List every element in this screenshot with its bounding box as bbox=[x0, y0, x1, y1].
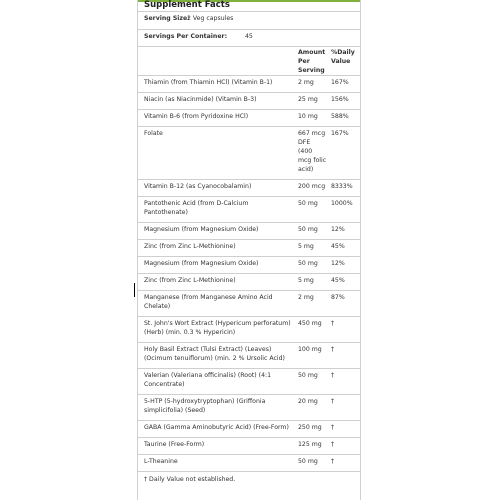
nutrient-amount: 5 mg bbox=[298, 277, 314, 284]
nutrient-daily-value: † bbox=[331, 424, 335, 431]
nutrient-amount: 20 mg bbox=[298, 398, 318, 405]
nutrient-name: Taurine (Free-Form) bbox=[144, 441, 205, 448]
nutrient-amount: 50 mg bbox=[298, 260, 318, 267]
nutrient-daily-value: 1000% bbox=[331, 200, 353, 207]
divider bbox=[138, 394, 360, 395]
daily-value-header: %Daily Value bbox=[331, 49, 355, 65]
nutrient-name: Folate bbox=[144, 130, 163, 137]
panel-title: Supplement Facts bbox=[144, 0, 230, 10]
nutrient-name: Manganese (from Manganese Amino Acid Chelate) bbox=[144, 294, 273, 310]
nutrient-name: Magnesium (from Magnesium Oxide) bbox=[144, 226, 259, 233]
nutrient-daily-value: 8333% bbox=[331, 183, 353, 190]
nutrient-amount: 50 mg bbox=[298, 458, 318, 465]
nutrient-name: Zinc (from Zinc L-Methionine) bbox=[144, 243, 236, 250]
nutrient-amount: 667 mcg DFE (400 mcg folic acid) bbox=[298, 130, 327, 173]
nutrient-amount: 50 mg bbox=[298, 372, 318, 379]
nutrient-name: Thiamin (from Thiamin HCl) (Vitamin B-1) bbox=[144, 79, 273, 86]
nutrient-daily-value: 156% bbox=[331, 96, 349, 103]
nutrient-daily-value: 167% bbox=[331, 79, 349, 86]
nutrient-amount: 5 mg bbox=[298, 243, 314, 250]
nutrient-amount: 250 mg bbox=[298, 424, 322, 431]
nutrient-name: Holy Basil Extract (Tulsi Extract) (Leaves) (Ocimum tenuiflorum) (min. 2 % Ursolic Acid) bbox=[144, 346, 285, 362]
nutrient-daily-value: 45% bbox=[331, 277, 345, 284]
divider bbox=[138, 256, 360, 257]
nutrient-name: St. John's Wort Extract (Hypericum perforatum) (Herb) (min. 0.3 % Hypericin) bbox=[144, 320, 291, 336]
nutrient-daily-value: 167% bbox=[331, 130, 349, 137]
nutrient-amount: 50 mg bbox=[298, 226, 318, 233]
divider bbox=[138, 109, 360, 110]
nutrient-amount: 25 mg bbox=[298, 96, 318, 103]
nutrient-daily-value: 588% bbox=[331, 113, 349, 120]
footnote: † Daily Value not established. bbox=[144, 476, 236, 483]
divider bbox=[138, 179, 360, 180]
divider bbox=[138, 222, 360, 223]
nutrient-name: Niacin (as Niacinmide) (Vitamin B-3) bbox=[144, 96, 257, 103]
supplement-facts-panel bbox=[137, 0, 361, 500]
nutrient-amount: 2 mg bbox=[298, 79, 314, 86]
nutrient-daily-value: † bbox=[331, 441, 335, 448]
serving-size-label: Serving Size: bbox=[144, 15, 190, 22]
divider bbox=[138, 126, 360, 127]
nutrient-amount: 50 mg bbox=[298, 200, 318, 207]
divider bbox=[138, 437, 360, 438]
divider bbox=[138, 46, 360, 47]
nutrient-name: Magnesium (from Magnesium Oxide) bbox=[144, 260, 259, 267]
text-cursor bbox=[134, 283, 135, 297]
nutrient-daily-value: † bbox=[331, 346, 335, 353]
serving-size-value: 2 Veg capsules bbox=[187, 15, 234, 22]
nutrient-daily-value: 12% bbox=[331, 260, 345, 267]
nutrient-name: Vitamin B-12 (as Cyanocobalamin) bbox=[144, 183, 252, 190]
amount-per-serving-header: Amount Per Serving bbox=[298, 49, 326, 74]
nutrient-daily-value: † bbox=[331, 372, 335, 379]
divider bbox=[138, 92, 360, 93]
divider bbox=[138, 290, 360, 291]
divider bbox=[138, 239, 360, 240]
nutrient-daily-value: † bbox=[331, 320, 335, 327]
divider bbox=[138, 273, 360, 274]
nutrient-amount: 200 mcg bbox=[298, 183, 326, 190]
nutrient-daily-value: † bbox=[331, 398, 335, 405]
divider bbox=[138, 75, 360, 76]
nutrient-daily-value: 87% bbox=[331, 294, 345, 301]
divider bbox=[138, 11, 360, 12]
nutrient-name: Valerian (Valeriana officinalis) (Root) (4:1 Concentrate) bbox=[144, 372, 272, 388]
divider bbox=[138, 454, 360, 455]
divider bbox=[138, 342, 360, 343]
nutrient-amount: 10 mg bbox=[298, 113, 318, 120]
divider bbox=[138, 29, 360, 30]
nutrient-amount: 125 mg bbox=[298, 441, 322, 448]
divider bbox=[138, 316, 360, 317]
servings-per-container-label: Servings Per Container: bbox=[144, 33, 228, 40]
divider bbox=[138, 471, 360, 472]
nutrient-name: GABA (Gamma Aminobutyric Acid) (Free-Form) bbox=[144, 424, 289, 431]
nutrient-amount: 100 mg bbox=[298, 346, 322, 353]
divider bbox=[138, 420, 360, 421]
nutrient-amount: 450 mg bbox=[298, 320, 322, 327]
divider bbox=[138, 196, 360, 197]
nutrient-name: Pantothenic Acid (from D-Calcium Pantothenate) bbox=[144, 200, 249, 216]
nutrient-daily-value: 12% bbox=[331, 226, 345, 233]
nutrient-amount: 2 mg bbox=[298, 294, 314, 301]
servings-per-container-value: 45 bbox=[245, 33, 253, 40]
nutrient-name: Zinc (from Zinc L-Methionine) bbox=[144, 277, 236, 284]
nutrient-daily-value: † bbox=[331, 458, 335, 465]
nutrient-daily-value: 45% bbox=[331, 243, 345, 250]
nutrient-name: 5-HTP (5-hydroxytryptophan) (Griffonia simplicifolia) (Seed) bbox=[144, 398, 266, 414]
divider bbox=[138, 368, 360, 369]
nutrient-name: L-Theanine bbox=[144, 458, 178, 465]
nutrient-name: Vitamin B-6 (from Pyridoxine HCl) bbox=[144, 113, 249, 120]
